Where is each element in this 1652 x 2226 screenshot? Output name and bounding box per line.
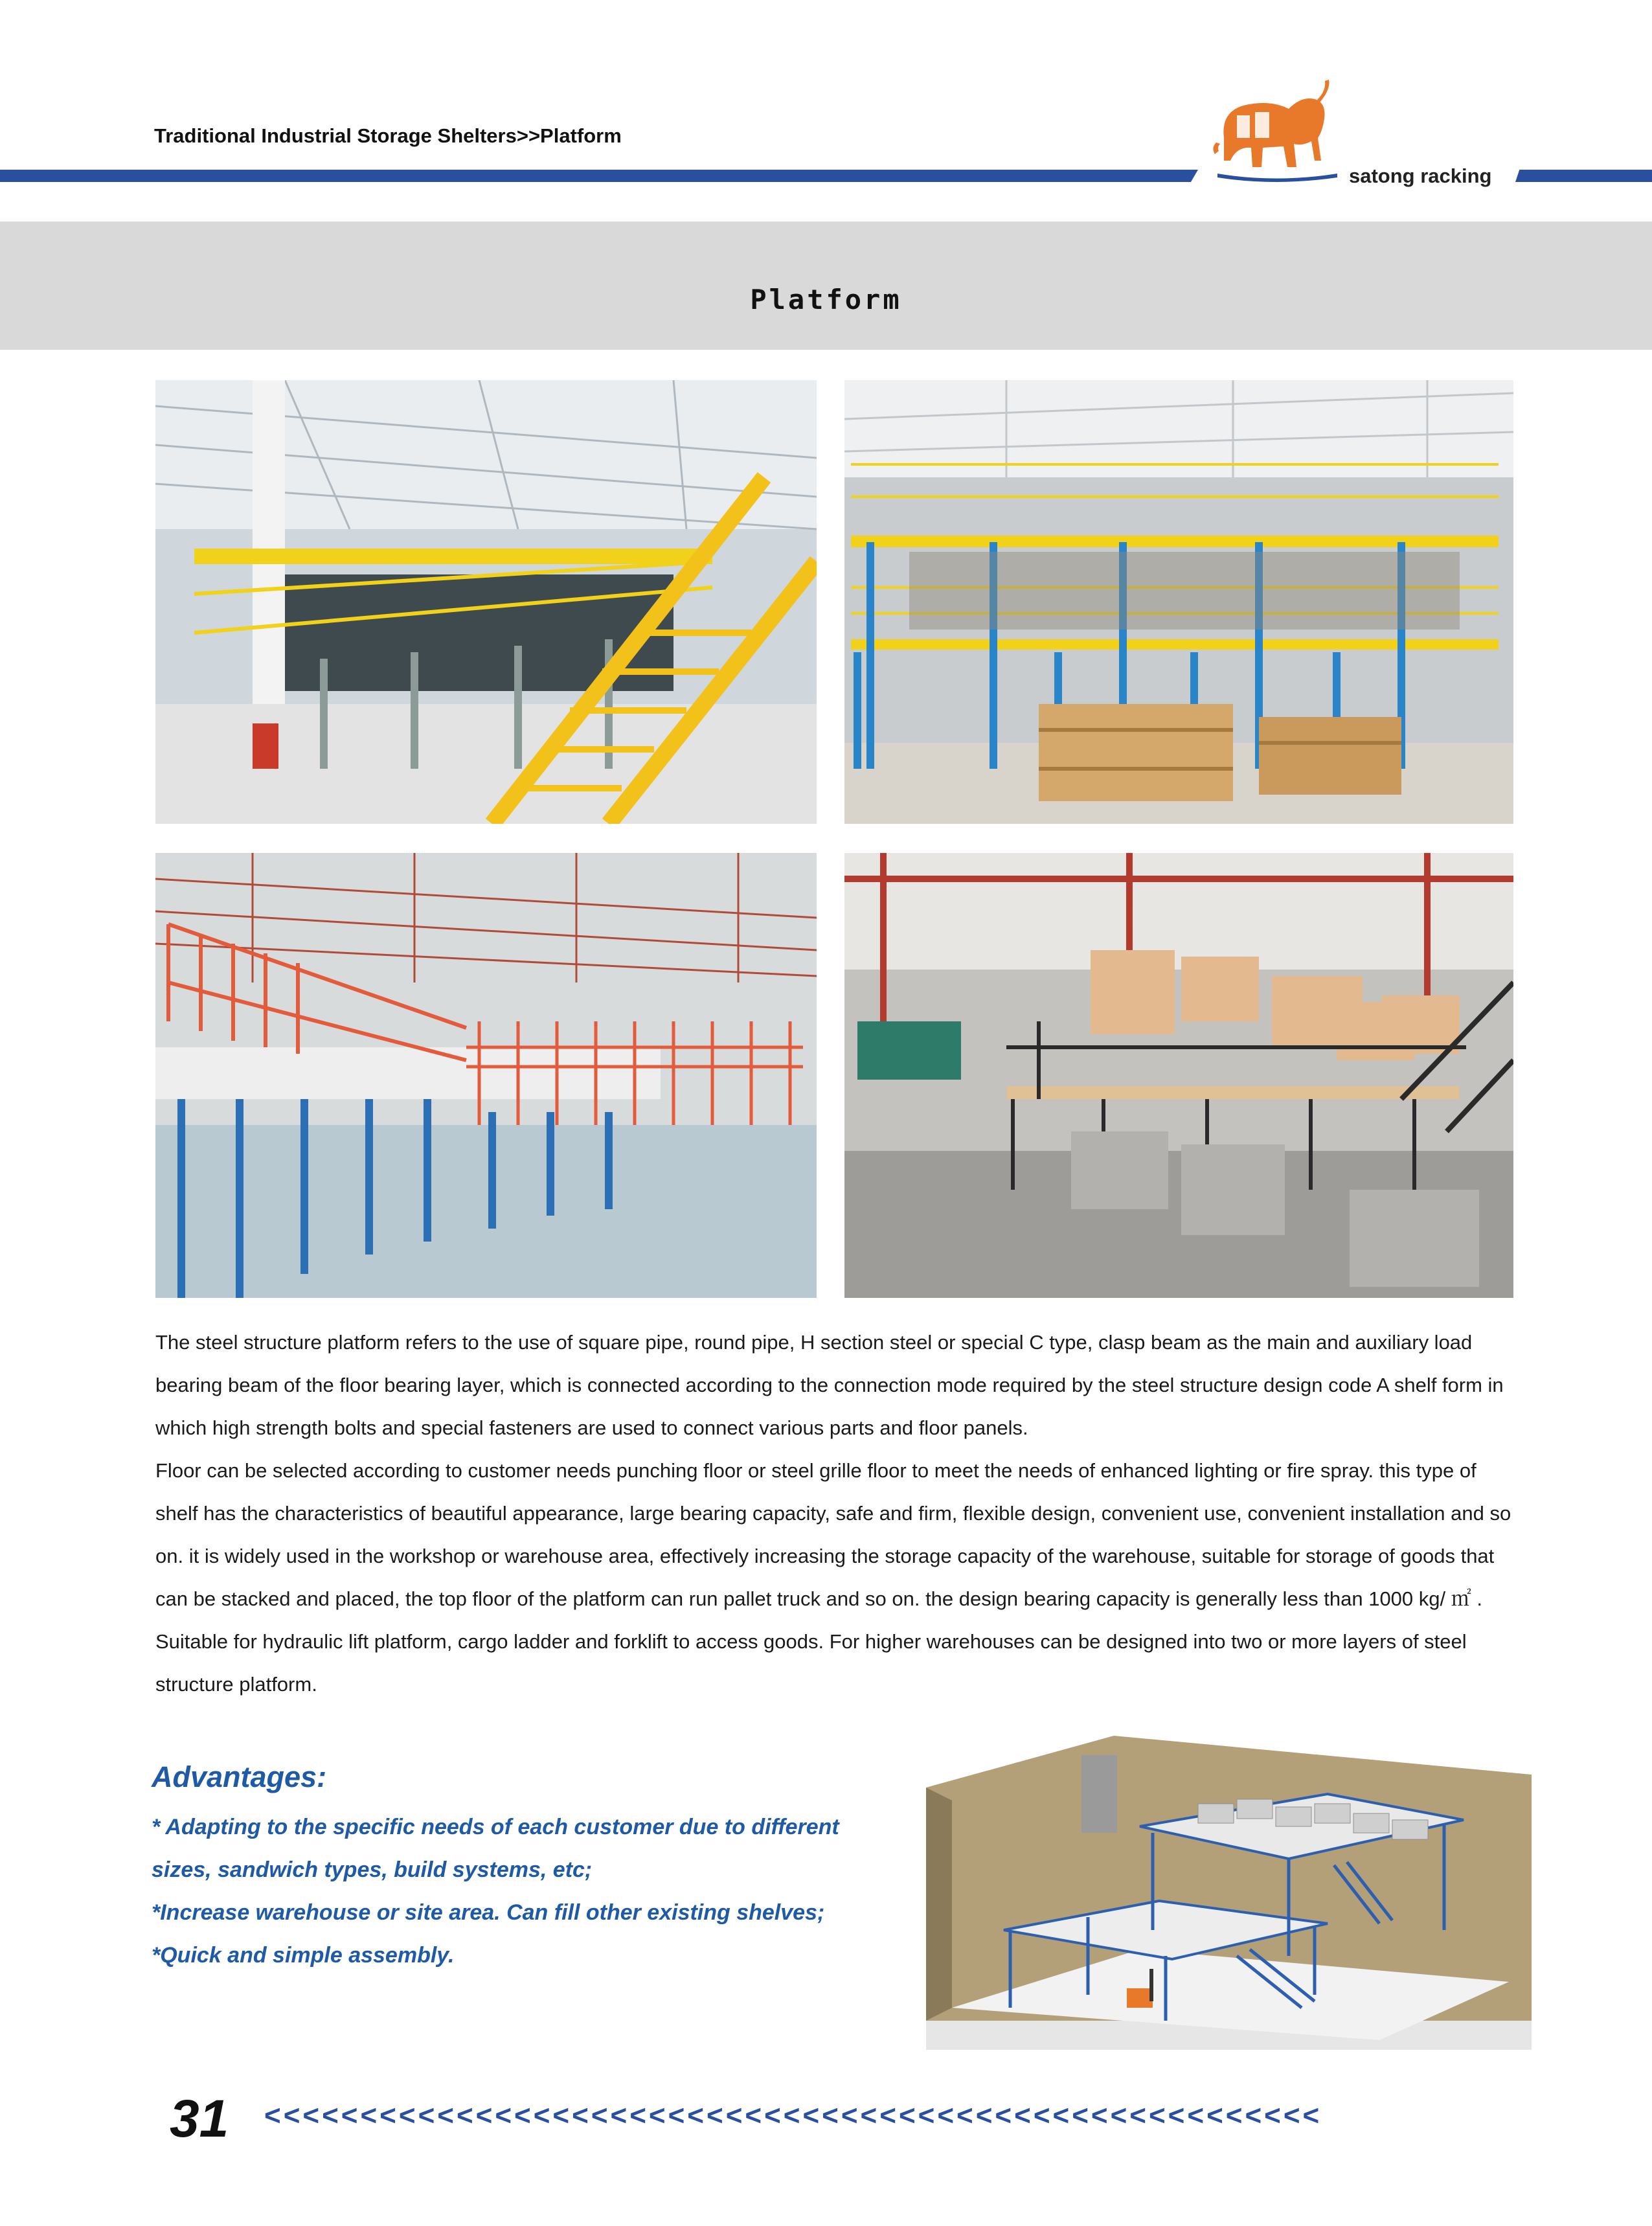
- description-paragraph: The steel structure platform refers to the use of square pipe, round pipe, H section steel or special C type, clasp beam as the main and auxiliary load bearing beam of the floor bearing layer, which is connected according to the connection mode required by the steel structure design code A shelf form in which high strength bolts and special fasteners are used to connect various parts and floor panels.: [155, 1331, 1504, 1439]
- advantage-item: * Adapting to the specific needs of each customer due to different: [152, 1815, 839, 1839]
- page-number: 31: [170, 2089, 229, 2148]
- advantages-section: [152, 1760, 864, 1977]
- photo-dark-platform-with-cartons: [844, 853, 1513, 1298]
- photo-yellow-platform-stairs: [155, 380, 817, 824]
- header-rule-left: [0, 170, 1198, 182]
- elephant-logo-icon: [1211, 76, 1341, 187]
- platform-diagram: [926, 1736, 1532, 2050]
- advantage-item: sizes, sandwich types, build systems, etc;: [152, 1857, 593, 1882]
- description: [155, 1321, 1515, 1706]
- advantages-title: Advantages:: [152, 1760, 327, 1793]
- description-paragraph: Floor can be selected according to customer needs punching floor or steel grille floor to meet the needs of enhanced lighting or fire spray. this type of shelf has the characteristics of beautiful appearance, large bearing capacity, safe and firm, flexible design, convenient use, convenient installation and so on. it is widely used in the workshop or warehouse area, effectively increasing the storage capacity of the warehouse, suitable for storage of goods that can be stacked and placed, the top floor of the platform can run pallet truck and so on. the design bearing capacity is generally less than 1000 kg/ ㎡ . Suitable for hydraulic lift platform, cargo ladder and forklift to access goods. For higher warehouses can be designed into two or more layers of steel structure platform.: [155, 1459, 1511, 1696]
- header-rule-right: [1515, 170, 1652, 182]
- photo-blue-yellow-platform: [844, 380, 1513, 824]
- photo-red-blue-platform: [155, 853, 817, 1298]
- breadcrumb: Traditional Industrial Storage Shelters>>Platform: [154, 124, 622, 147]
- section-title: Platform: [750, 284, 902, 315]
- advantage-item: *Increase warehouse or site area. Can fill other existing shelves;: [152, 1900, 825, 1925]
- footer-chevrons: <<<<<<<<<<<<<<<<<<<<<<<<<<<<<<<<<<<<<<<<<<<<<<<<<<<<<<<: [264, 2100, 1322, 2131]
- brand-name: satong racking: [1349, 165, 1492, 187]
- advantage-item: *Quick and simple assembly.: [152, 1943, 455, 1968]
